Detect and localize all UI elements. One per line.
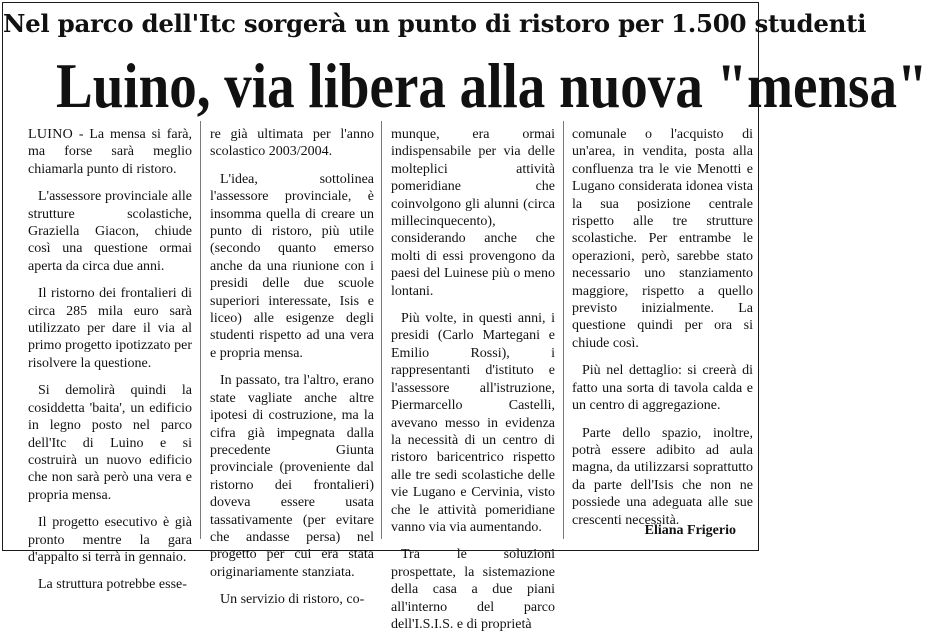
column-divider <box>563 121 564 539</box>
main-headline: Luino, via libera alla nuova "mensa" <box>55 50 928 121</box>
article-paragraph: re già ultimata per l'anno scolastico 2003/2004. <box>210 127 374 160</box>
kicker-subheadline: Nel parco dell'Itc sorgerà un punto di ristoro per 1.500 studenti <box>3 9 867 38</box>
article-paragraph: L'idea, sottolinea l'assessore provinciale, è insomma quella di creare un punto di ristoro, più utile (secondo quanto emerso anche da una riunione con i presidi delle due scuole superiori interessate, Isis e liceo) alle esigenze degli studenti rispetto ad una vera e propria mensa. <box>210 171 374 361</box>
newspaper-clipping <box>2 2 928 632</box>
article-paragraph: Parte dello spazio, inoltre, potrà essere adibito ad aula magna, da utilizzarsi soprattutto da parte dell'Isis che non ne possiede una adeguata alle sue crescenti necessità. <box>572 425 753 528</box>
article-column-2 <box>210 126 374 608</box>
article-paragraph: comunale o l'acquisto di un'area, in vendita, posta alla confluenza tra le vie Menotti e Lugano considerata idonea vista la sua posizione centrale rispetto alle tre strutture scolastiche. Per entrambe le operazioni, però, sarebbe stato necessario uno stanziamento maggiore, rispetto a quello previsto inizialmente. La questione quindi per ora si chiude così. <box>572 127 753 351</box>
author-byline: Eliana Frigerio <box>644 523 736 538</box>
article-paragraph: In passato, tra l'altro, erano state vagliate anche altre ipotesi di costruzione, ma la cifra già impegnata dalla precedente Giunta provinciale (proveniente dal ristorno dei frontalieri) doveva essere usata tassativamente (per evitare che andasse persa) nel progetto per cui era stata originariamente stanziata. <box>210 373 374 580</box>
article-paragraph: Un servizio di ristoro, co- <box>220 592 365 608</box>
article-paragraph <box>28 126 192 178</box>
article-column-1 <box>28 126 192 593</box>
article-paragraph: Tra le soluzioni prospettate, la sistemazione della casa a due piani all'interno del parco dell'I.S.I.S. e di proprietà <box>391 547 555 632</box>
article-paragraph: Si demolirà quindi la cosiddetta 'baita', un edificio in legno posto nel parco dell'Itc di Luino e si costruirà un nuovo edificio che non sarà però una vera e propria mensa. <box>28 383 192 503</box>
article-paragraph: Il ristorno dei frontalieri di circa 285 mila euro sarà utilizzato per dare il via al primo progetto ipotizzato per risolvere la questione. <box>28 286 192 371</box>
article-paragraph: Il progetto esecutivo è già pronto mentre la gara d'appalto si terrà in gennaio. <box>28 515 192 565</box>
paragraph-text: - La mensa si farà, ma forse sarà meglio chiamarla punto di ristoro. <box>28 127 192 177</box>
article-paragraph: munque, era ormai indispensabile per via delle molteplici attività pomeridiane che coinvolgono gli alunni (circa millecinquecento), considerando anche che molti di essi provengono da paesi del Luinese più o meno lontani. <box>391 127 555 299</box>
article-paragraph: La struttura potrebbe esse- <box>38 577 187 593</box>
article-column-4 <box>572 126 753 528</box>
article-column-3 <box>391 126 555 632</box>
article-paragraph: Più nel dettaglio: si creerà di fatto una sorta di tavola calda e un centro di aggregazione. <box>572 363 753 414</box>
dateline: LUINO <box>28 127 74 142</box>
column-divider <box>200 121 201 539</box>
article-paragraph: Più volte, in questi anni, i presidi (Carlo Martegani e Emilio Rossi), i rappresentanti d'istituto e l'assessore all'istruzione, Piermarcello Castelli, avevano messo in evidenza la necessità di un centro di ristoro baricentrico rispetto alle tre sedi scolastiche delle vie Lugano e Cervinia, visto che le attività pomeridiane vanno via via aumentando. <box>391 311 555 535</box>
column-divider <box>381 121 382 539</box>
article-paragraph: L'assessore provinciale alle strutture scolastiche, Graziella Giacon, chiude così una questione ormai aperta da circa due anni. <box>28 189 192 274</box>
